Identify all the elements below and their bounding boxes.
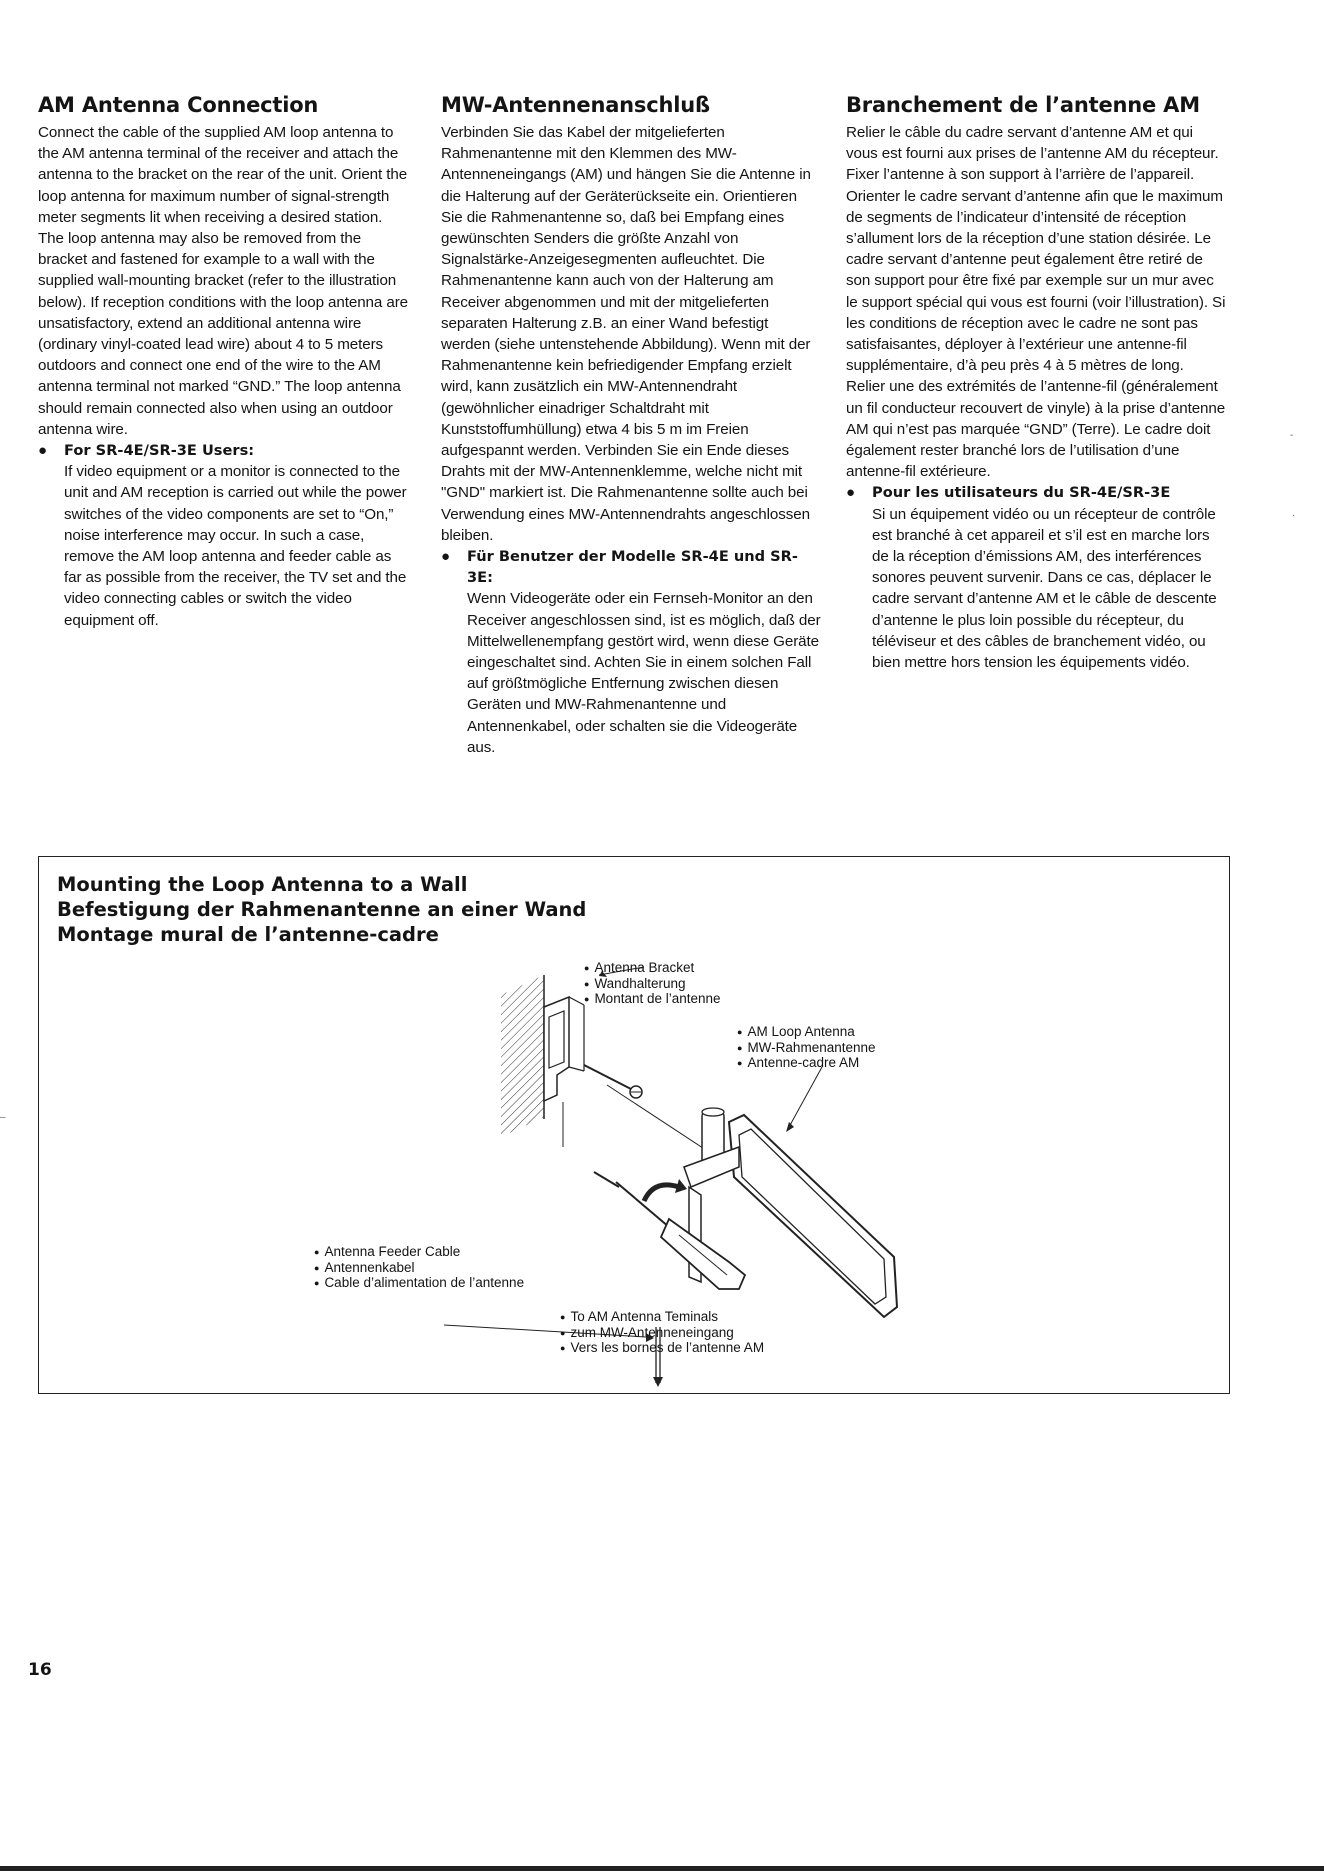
callout-am-loop-antenna: ● AM Loop Antenna ● MW-Rahmenantenne ● Antenne-cadre AM <box>737 1025 876 1072</box>
german-bullet-body: Wenn Videogeräte oder ein Fernseh-Monitor an den Receiver angeschlossen sind, ist es möglich, daß der Mittelwellenempfang gestört wird, wenn diese Geräte eingeschaltet sind. Achten Sie in einem solchen Fall auf größtmögliche Entfernung zwischen diesen Geräten und MW-Rahmenantenne und Antennenkabel, oder schalten sie die Videogeräte aus. <box>467 590 821 756</box>
english-body: Connect the cable of the supplied AM loop antenna to the AM antenna terminal of the receiver and attach the antenna to the bracket on the rear of the unit. Orient the loop antenna for maximum number of signal-strength meter segments lit when receiving a desired station. The loop antenna may also be removed from the bracket and fastened for example to a wall with the supplied wall-mounting bracket (refer to the illustration below). If reception conditions with the loop antenna are unsatisfactory, extend an additional antenna wire (ordinary vinyl-coated lead wire) about 4 to 5 meters outdoors and connect one end of the wire to the AM antenna terminal not marked “GND.” The loop antenna should remain connected also when using an outdoor antenna wire. <box>38 124 409 438</box>
margin-mark: - <box>1290 430 1294 441</box>
bullet-icon: ● <box>38 442 48 460</box>
german-body: Verbinden Sie das Kabel der mitgelieferten Rahmenantenne mit den Klemmen des MW-Antenneneingangs (AM) und hängen Sie die Antenne in die Halterung auf der Geräterückseite ein. Orientieren Sie die Rahmenantenne so, daß bei Empfang eines gewünschten Senders die größte Anzahl von Signalstärke-Anzeigesegmenten aufleuchtet. Die Rahmenantenne kann auch von der Halterung am Receiver abgenommen und mit der mitgelieferten separaten Halterung z.B. an einer Wand befestigt werden (siehe untenstehende Abbildung). Wenn mit der Rahmenantenne kein befriedigender Empfang erzielt wird, kann zusätzlich ein MW-Antennendraht (gewöhnlicher einadriger Schaltdraht mit Kunststoffumhüllung) etwa 4 bis 5 m im Freien aufgespannt werden. Verbinden Sie ein Ende dieses Drahts mit der MW-Antennenklemme, welche nicht mit "GND" markiert ist. Die Rahmenantenne sollte auch bei Verwendung eines MW-Antennendrahts angeschlossen bleiben. <box>441 124 811 544</box>
callout-feeder-cable: ● Antenna Feeder Cable ● Antennenkabel ● Cable d’alimentation de l’antenne <box>314 1245 524 1292</box>
margin-mark: – <box>0 1112 6 1123</box>
french-bullet-body: Si un équipement vidéo ou un récepteur de contrôle est branché à cet appareil et s’il est en marche lors de la réception d’émissions AM, des interférences sonores peuvent survenir. Dans ce cas, déplacer le cadre servant d’antenne AM et le câble de descente d’antenne le plus loin possible du récepteur, du téléviseur et des câbles de branchement vidéo, ou bien mettre hors tension les équipements vidéo. <box>872 505 1217 672</box>
french-body: Relier le câble du cadre servant d’antenne AM et qui vous est fourni aux prises de l’antenne AM du récepteur. Fixer l’antenne à son support à l’arrière de l’appareil. Orienter le cadre servant d’antenne afin que le maximum de segments de l’indicateur d’intensité de réception s’allument lors de la réception d’une station désirée. Le cadre servant d’antenne peut également être retiré de son support pour être fixé par exemple sur un mur avec le support spécial qui vous est fourni (voir l’illustration). Si les conditions de réception avec le cadre ne sont pas satisfaisantes, déployer à l’extérieur une antenne-fil supplémentaire, d’à peu près 4 à 5 mètres de long. Relier une des extrémités de l’antenne-fil (généralement un fil conducteur recouvert de vinyle) à la prise d’antenne AM qui n’est pas marquée “GND” (Terre). Le cadre doit également rester branché lors de l’utilisation d’une antenne-fil extérieure. <box>846 124 1226 481</box>
figure-title-fr: Montage mural de l’antenne-cadre <box>57 923 439 946</box>
english-bullet-body: If video equipment or a monitor is connected to the unit and AM reception is carried out while the power switches of the video components are set to “On,” noise interference may occur. In such a case, remove the AM loop antenna and feeder cable as far as possible from the receiver, the TV set and the video connecting cables or switch the video equipment off. <box>64 463 407 629</box>
english-bullet <box>38 440 408 631</box>
figure-title-en: Mounting the Loop Antenna to a Wall <box>57 873 468 896</box>
screwdriver <box>616 1182 669 1227</box>
loop-antenna <box>729 1115 897 1317</box>
english-heading: AM Antenna Connection <box>38 93 319 117</box>
antenna-bracket <box>544 997 569 1101</box>
german-column <box>441 92 821 758</box>
bullet-icon: ● <box>846 484 856 502</box>
french-bullet <box>846 482 1226 673</box>
callout-am-terminals: ● To AM Antenna Teminals ● zum MW-Antenneneingang ● Vers les bornes de l’antenne AM <box>560 1310 764 1357</box>
wall-hatch <box>501 975 544 1137</box>
callout-antenna-bracket: ● Antenna Bracket ● Wandhalterung ● Montant de l’antenne <box>584 961 721 1008</box>
figure-box <box>38 856 1230 1394</box>
french-bullet-title: Pour les utilisateurs du SR-4E/SR-3E <box>872 484 1171 502</box>
french-column <box>846 92 1226 673</box>
bottom-rule <box>0 1866 1324 1871</box>
german-heading: MW-Antennenanschluß <box>441 93 710 117</box>
bullet-icon: ● <box>441 548 451 566</box>
page-number: 16 <box>28 1660 52 1680</box>
english-bullet-title: For SR-4E/SR-3E Users: <box>64 442 255 460</box>
german-bullet <box>441 546 821 758</box>
margin-mark: · <box>1292 510 1296 521</box>
figure-title-de: Befestigung der Rahmenantenne an einer Wand <box>57 898 587 921</box>
english-column <box>38 92 408 631</box>
french-heading: Branchement de l’antenne AM <box>846 93 1200 117</box>
german-bullet-title: Für Benutzer der Modelle SR-4E und SR-3E: <box>467 548 798 587</box>
